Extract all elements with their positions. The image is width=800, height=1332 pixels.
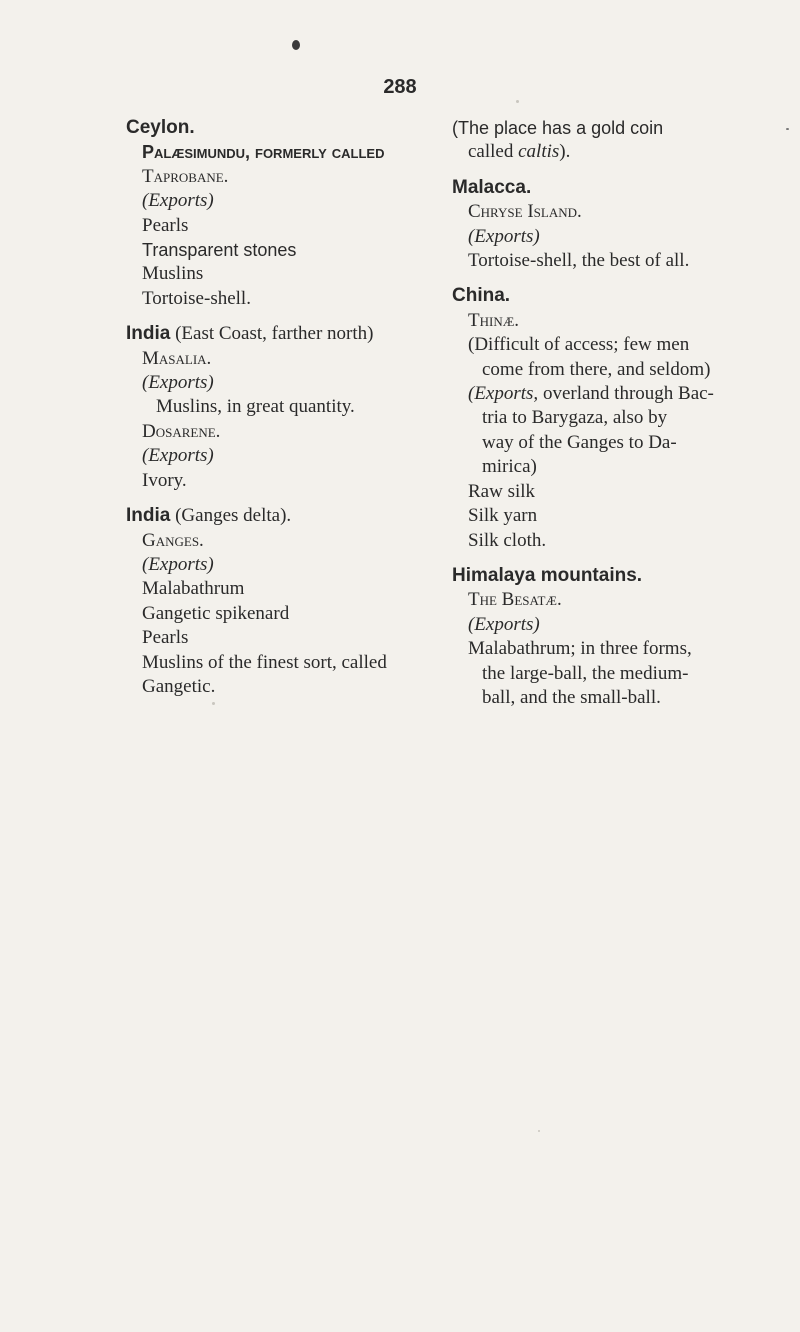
scan-speck (212, 702, 215, 705)
region-heading: India (126, 505, 171, 527)
region-heading: India (126, 323, 171, 345)
page-number: 288 (383, 76, 417, 98)
exports-label: (Exports) (142, 553, 214, 575)
exports-label: (Exports) (468, 613, 540, 635)
export-item-cont: ball, and the small-ball. (482, 686, 661, 708)
exports-label: (Exports, (468, 383, 539, 405)
left-column (126, 116, 416, 699)
export-item: Pearls (142, 627, 189, 649)
export-item: Pearls (142, 214, 189, 236)
scan-mark (292, 40, 300, 50)
export-item: Silk cloth. (468, 529, 547, 551)
export-item: Malabathrum; in three forms, (468, 638, 692, 660)
coin-note-cont (452, 140, 782, 164)
region-heading-india-east (126, 322, 416, 346)
route-text: tria to Barygaza, also by (482, 407, 668, 429)
export-item: Tortoise-shell, the best of all. (468, 250, 690, 272)
place-name: Dosarene. (142, 420, 221, 442)
route-text: mirica) (482, 456, 537, 478)
export-item: Silk yarn (468, 505, 538, 527)
exports-label: (Exports) (142, 445, 214, 467)
place-name: Masalia. (142, 347, 212, 369)
scan-speck (786, 128, 789, 130)
export-item: Muslins of the finest sort, called (142, 651, 387, 673)
place-name: Ganges. (142, 529, 204, 551)
exports-label: (Exports) (142, 190, 214, 212)
region-heading-malacca: Malacca. (452, 176, 532, 198)
route-text: way of the Ganges to Da- (482, 431, 677, 453)
region-heading-himalaya: Himalaya mountains. (452, 564, 643, 586)
region-qualifier: (Ganges delta). (175, 505, 292, 527)
export-item-cont: the large-ball, the medium- (482, 662, 689, 684)
export-item-cont: Gangetic. (142, 675, 216, 697)
right-column (452, 116, 782, 710)
export-item: Transparent stones (142, 240, 297, 261)
exports-label: (Exports) (142, 372, 214, 394)
access-note-cont: come from there, and seldom) (482, 358, 711, 380)
export-item: Tortoise-shell. (142, 287, 251, 309)
route-text: overland through Bac- (538, 383, 714, 405)
exports-label-line (452, 382, 782, 406)
export-item: Raw silk (468, 480, 536, 502)
scan-speck (538, 1130, 540, 1132)
coin-note-text: called (468, 141, 519, 163)
export-item: Malabathrum (142, 578, 245, 600)
region-heading-india-ganges (126, 504, 416, 528)
scan-speck (516, 100, 519, 103)
coin-name: caltis (518, 141, 560, 163)
access-note: (Difficult of access; few men (468, 334, 690, 356)
place-name: The Besatæ. (468, 589, 562, 611)
place-name: Chryse Island. (468, 201, 582, 223)
export-item: Muslins (142, 263, 204, 285)
place-name: Palæsimundu, formerly called (142, 142, 385, 163)
coin-note: (The place has a gold coin (452, 118, 664, 138)
export-item: Muslins, in great quantity. (156, 396, 355, 418)
exports-label: (Exports) (468, 225, 540, 247)
export-item: Ivory. (142, 469, 187, 491)
place-name-cont: Taprobane. (142, 165, 229, 187)
place-name: Thinæ. (468, 309, 520, 331)
region-qualifier: (East Coast, farther north) (175, 323, 374, 345)
coin-note-end: ). (559, 141, 571, 163)
region-heading-china: China. (452, 285, 511, 307)
export-item: Gangetic spikenard (142, 602, 290, 624)
region-heading-ceylon: Ceylon. (126, 117, 195, 138)
